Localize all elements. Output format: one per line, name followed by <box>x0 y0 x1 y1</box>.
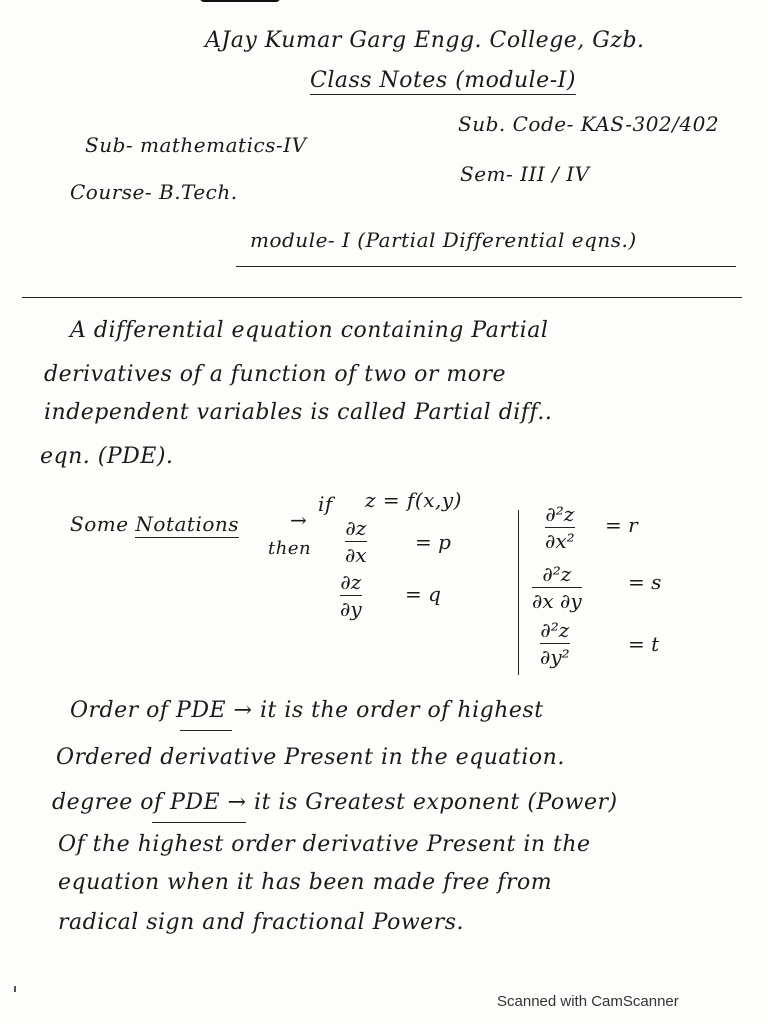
scanner-watermark: Scanned with CamScanner <box>497 993 679 1010</box>
notations-prefix: Some <box>70 512 136 536</box>
definition-line-4: eqn. (PDE). <box>40 444 174 469</box>
q-equals: = q <box>405 582 441 606</box>
d2z-dxdy-fraction <box>532 562 582 613</box>
d2z-dx2-denominator: ∂x² <box>545 529 575 553</box>
fraction-bar <box>345 541 367 542</box>
if-word: if <box>318 492 333 516</box>
degree-line-1: degree of PDE → it is Greatest exponent (Power) <box>52 790 618 815</box>
fraction-bar <box>340 595 362 596</box>
notation-divider <box>518 510 519 675</box>
order-line-1: Order of PDE → it is the order of highest <box>70 698 544 723</box>
d2z-dxdy-numerator: ∂²z <box>542 562 572 586</box>
semester-line: Sem- III / IV <box>460 162 590 186</box>
class-notes-text: Class Notes (module-I) <box>310 68 576 93</box>
s-equals: = s <box>628 570 662 594</box>
notations-word: Notations <box>135 512 240 536</box>
then-word: then <box>268 538 312 559</box>
d2z-dy2-denominator: ∂y² <box>540 645 570 669</box>
fraction-bar <box>532 587 582 588</box>
scan-blot <box>200 0 280 2</box>
d2z-dx2-numerator: ∂²z <box>545 502 575 526</box>
notations-label <box>70 512 239 536</box>
z-definition: z = f(x,y) <box>365 488 462 512</box>
college-name: AJay Kumar Garg Engg. College, Gzb. <box>205 28 645 53</box>
fraction-bar <box>545 527 575 528</box>
subject-code: Sub. Code- KAS-302/402 <box>458 112 720 136</box>
order-line-2: Ordered derivative Present in the equation. <box>56 745 565 770</box>
t-equals: = t <box>628 632 660 656</box>
class-notes-title <box>310 68 576 93</box>
d2z-dx2-fraction <box>545 502 575 553</box>
definition-line-3: independent variables is called Partial diff.. <box>44 400 553 425</box>
d2z-dy2-fraction <box>540 618 570 669</box>
module-title: module- I (Partial Differential eqns.) <box>250 228 637 252</box>
dz-dy-numerator: ∂z <box>340 570 362 594</box>
definition-line-2: derivatives of a function of two or more <box>44 362 507 387</box>
fraction-bar <box>540 643 570 644</box>
order-pde-underline <box>180 730 232 731</box>
degree-line-2: Of the highest order derivative Present in the <box>58 832 591 857</box>
dz-dy-denominator: ∂y <box>340 597 362 621</box>
dz-dy-fraction <box>340 570 362 621</box>
d2z-dy2-numerator: ∂²z <box>540 618 570 642</box>
degree-line-4: radical sign and fractional Powers. <box>58 910 464 935</box>
module-underline <box>236 266 736 267</box>
degree-line-3: equation when it has been made free from <box>58 870 553 895</box>
notations-arrow: → <box>290 508 308 532</box>
p-equals: = p <box>415 530 451 554</box>
dz-dx-denominator: ∂x <box>345 543 367 567</box>
dz-dx-numerator: ∂z <box>345 516 367 540</box>
margin-mark <box>14 986 16 992</box>
dz-dx-fraction <box>345 516 367 567</box>
subject-line: Sub- mathematics-IV <box>85 133 307 157</box>
section-divider <box>22 297 742 298</box>
r-equals: = r <box>605 513 638 537</box>
degree-pde-underline <box>152 822 246 823</box>
course-line: Course- B.Tech. <box>70 180 238 204</box>
d2z-dxdy-denominator: ∂x ∂y <box>532 589 582 613</box>
definition-line-1: A differential equation containing Partial <box>70 318 549 343</box>
